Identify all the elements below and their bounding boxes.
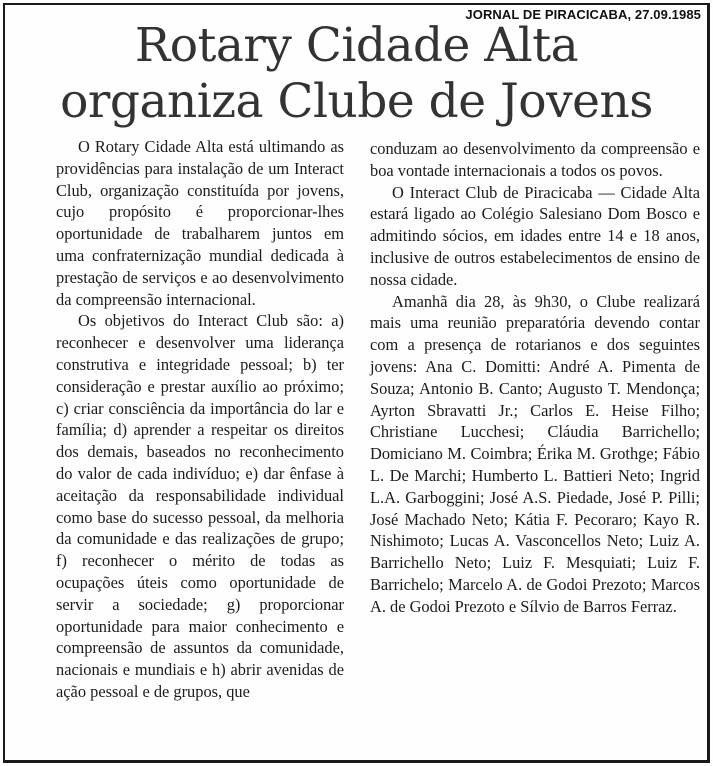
- paragraph-school: O Interact Club de Piracicaba — Cidade Alta estará ligado ao Colégio Salesiano Dom Bosco e admitindo sócios, em idades entre 14 e 18 anos, inclusive de outros estabelecimentos de ensino de nossa cidade.: [370, 182, 700, 289]
- paragraph-intro: O Rotary Cidade Alta está ultimando as providências para instalação de um Interact Club, organização constituída por jovens, cujo propósito é proporcionar-lhes oportunidade de trabalharem juntos em uma confraternização mundial dedicada à prestação de serviços e ao desenvolvimento da compreensão internacional.: [56, 137, 344, 309]
- source-label: JORNAL DE PIRACICABA, 27.09.1985: [465, 7, 701, 22]
- paragraph-objectives: Os objetivos do Interact Club são: a) reconhecer e desenvolver uma liderança construtiva e integridade pessoal; b) ter consideração e prestar auxílio ao próximo; c) criar consciência da importância do lar e família; d) aprender a respeitar os direitos dos demais, baseados no reconhecimento do valor de cada indivíduo; e) dar ênfase à aceitação da responsabilidade individual como base do sucesso pessoal, da melhoria da comunidade e das realizações de grupo; f) reconhecer o mérito de todas as ocupações úteis como oportunidade de servir a sociedade; g) proporcionar oportunidade para maior conhecimento e compreensão de assuntos da comunidade, nacionais e mundiais e h) abrir avenidas de ação pessoal e de grupos, que: [56, 311, 344, 701]
- paragraph-meeting: Amanhã dia 28, às 9h30, o Clube realizará mais uma reunião preparatória devendo contar com a presença de rotarianos e dos seguintes jovens: Ana C. Domitti: André A. Pimenta de Souza; Antonio B. Canto; Augusto T. Mendonça; Ayrton Sbravatti Jr.; Carlos E. Heise Filho; Christiane Lucchesi; Cláudia Barrichello; Domiciano M. Coimbra; Érika M. Grothge; Fábio L. De Marchi; Humberto L. Battieri Neto; Ingrid L.A. Garboggini; José A.S. Piedade, José P. Pilli; José Machado Neto; Kátia F. Pecoraro; Kayo R. Nishimoto; Lucas A. Vasconcellos Neto; Luiz A. Barrichello Neto; Luiz F. Mesquiati; Luiz F. Barrichelo; Marcelo A. de Godoi Prezoto; Marcos A. de Godoi Prezoto e Sílvio de Barros Ferraz.: [370, 291, 700, 616]
- headline-line-2: organiza Clube de Jovens: [60, 74, 653, 129]
- headline-line-1: Rotary Cidade Alta: [134, 18, 579, 73]
- paragraph-continuation: conduzam ao desenvolvimento da compreensão e boa vontade internacionais a todos os povos.: [370, 139, 700, 180]
- headline: [0, 18, 713, 130]
- article-column-left: [56, 136, 344, 703]
- article-column-right: [370, 138, 700, 618]
